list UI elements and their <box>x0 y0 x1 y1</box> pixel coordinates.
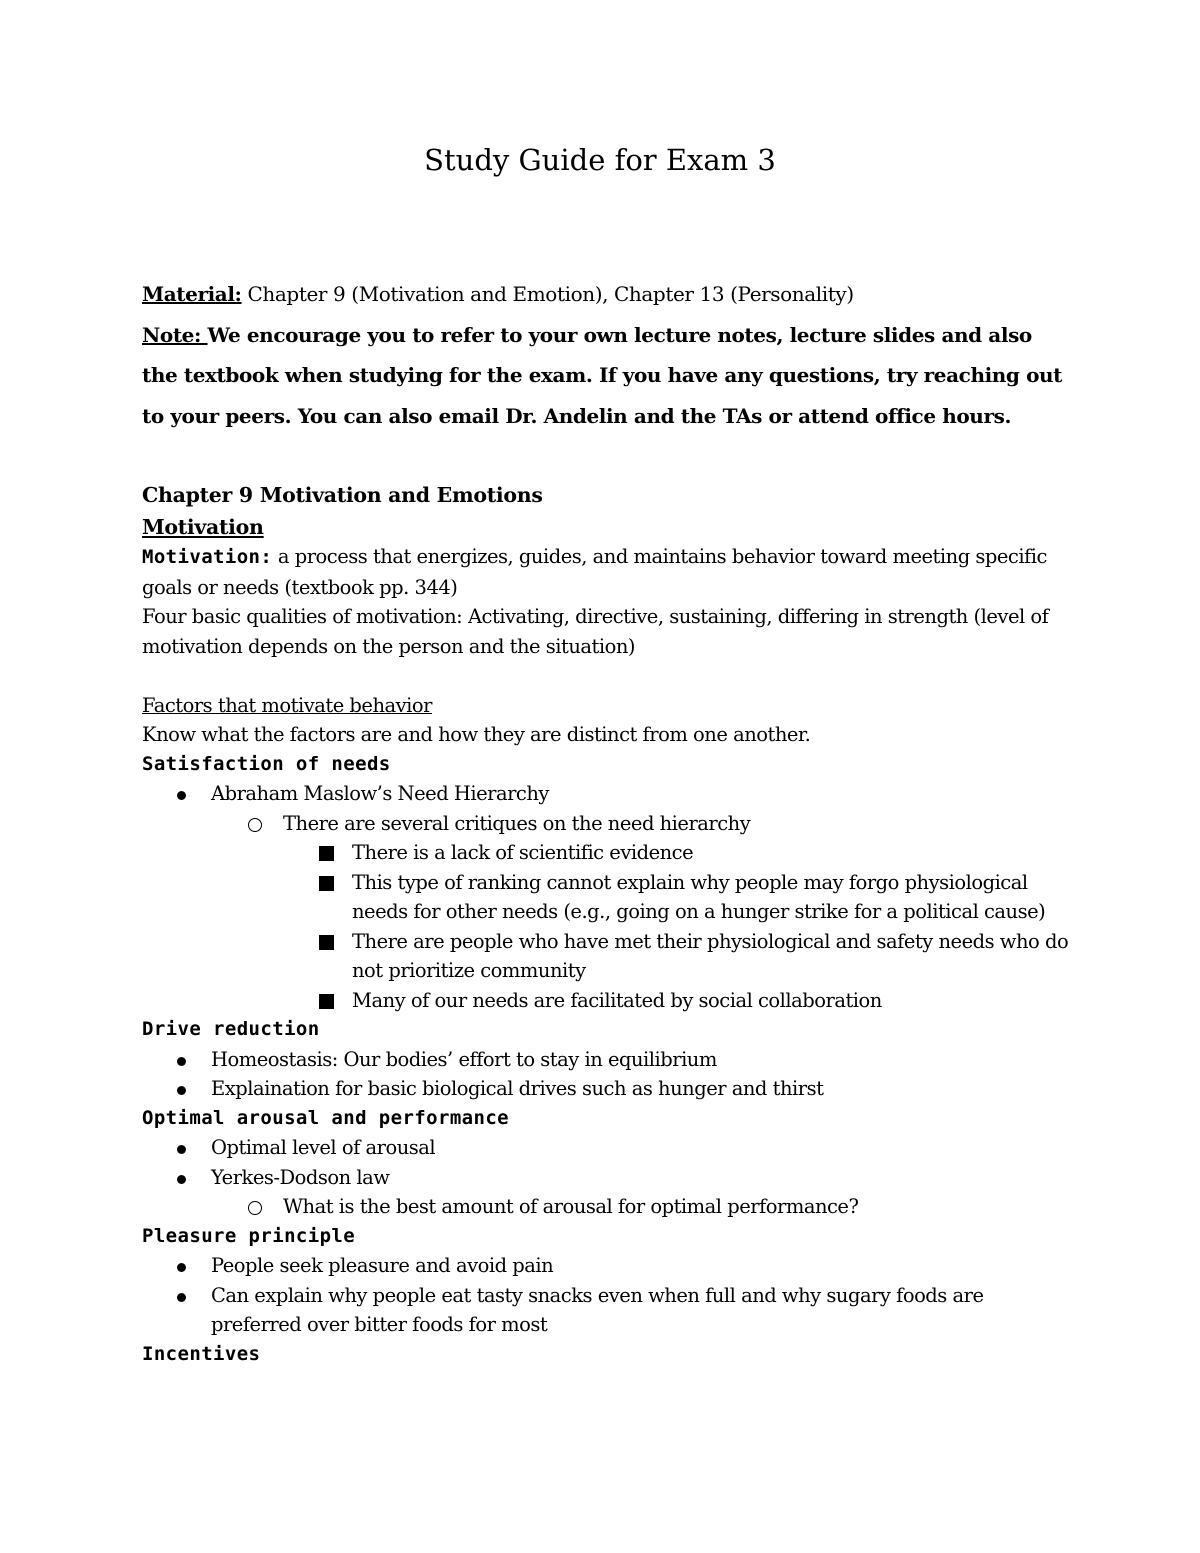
list-item-text: Yerkes-Dodson law <box>211 1165 390 1189</box>
list-item <box>142 986 1072 1016</box>
bullet-disc-icon <box>177 1251 186 1281</box>
intro-block <box>142 274 1072 436</box>
list-item-text: Explaination for basic biological drives such as hunger and thirst <box>211 1077 824 1100</box>
list-item <box>142 868 1072 927</box>
list-item <box>142 1251 1072 1281</box>
needs-heading: Satisfaction of needs <box>142 752 391 775</box>
note-paragraph <box>142 315 1072 437</box>
list-item <box>142 1192 1072 1222</box>
list-item <box>142 838 1072 868</box>
bullet-square-icon <box>319 986 334 1018</box>
bullet-disc-icon <box>177 779 186 809</box>
chapter-heading: Chapter 9 Motivation and Emotions <box>142 483 543 507</box>
drive-heading: Drive reduction <box>142 1018 320 1040</box>
list-item-text: This type of ranking cannot explain why people may forgo physiological needs for other needs (e.g., going on a hunger strike for a political cause) <box>352 870 1046 923</box>
list-item-text: Can explain why people eat tasty snacks even when full and why sugary foods are preferred over bitter foods for most <box>211 1283 984 1336</box>
page-title: Study Guide for Exam 3 <box>424 143 776 177</box>
list-item <box>142 1074 1072 1104</box>
definition-paragraph <box>142 542 1072 602</box>
list-item-text: Abraham Maslow’s Need Hierarchy <box>211 782 549 805</box>
list-item-text: Optimal level of arousal <box>211 1136 436 1159</box>
material-label: Material: <box>142 282 242 306</box>
list-item-text: People seek pleasure and avoid pain <box>211 1254 554 1277</box>
arousal-heading: Optimal arousal and performance <box>142 1106 510 1129</box>
pleasure-heading: Pleasure principle <box>142 1224 356 1247</box>
qualities-paragraph: Four basic qualities of motivation: Activating, directive, sustaining, differing in strength (level of motivation depends on the person and the situation) <box>142 605 1049 658</box>
section-heading: Motivation <box>142 515 264 539</box>
factors-heading: Factors that motivate behavior <box>142 693 432 717</box>
list-item <box>142 1281 1072 1340</box>
note-text: We encourage you to refer to your own lecture notes, lecture slides and also the textbook when studying for the exam. If you have any questions, try reaching out to your peers. You can also email Dr. Andelin and the TAs or attend office hours. <box>142 322 1062 428</box>
bullet-disc-icon <box>177 1074 186 1104</box>
bullet-disc-icon <box>177 1133 186 1163</box>
list-item <box>142 927 1072 986</box>
bullet-disc-icon <box>177 1163 186 1193</box>
incentives-heading: Incentives <box>142 1342 261 1365</box>
bullet-circle-icon <box>248 1192 262 1224</box>
spacer <box>142 661 1072 691</box>
bullet-square-icon <box>319 868 334 900</box>
list-item <box>142 1163 1072 1193</box>
definition-text: a process that energizes, guides, and maintains behavior toward meeting specific goals or needs (textbook pp. 344) <box>142 545 1047 599</box>
bullet-square-icon <box>319 838 334 870</box>
bullet-circle-icon <box>248 809 262 841</box>
bullet-square-icon <box>319 927 334 959</box>
list-item <box>142 1133 1072 1163</box>
list-item <box>142 809 1072 839</box>
list-item-text: There are people who have met their physiological and safety needs who do not prioritize community <box>352 929 1069 982</box>
list-item-text: There are several critiques on the need hierarchy <box>283 811 751 835</box>
bullet-disc-icon <box>177 1045 186 1075</box>
note-label: Note: <box>142 322 208 347</box>
list-item <box>142 779 1072 809</box>
list-item-text: Many of our needs are facilitated by social collaboration <box>352 988 882 1012</box>
list-item-text: Homeostasis: Our bodies’ effort to stay in equilibrium <box>211 1047 717 1071</box>
material-line <box>142 274 1072 315</box>
list-item-text: What is the best amount of arousal for optimal performance? <box>283 1195 859 1218</box>
list-item-text: There is a lack of scientific evidence <box>352 841 694 864</box>
definition-term: Motivation: <box>142 546 273 568</box>
chapter-body <box>142 477 1072 1369</box>
bullet-disc-icon <box>177 1281 186 1311</box>
material-text: Chapter 9 (Motivation and Emotion), Chapter 13 (Personality) <box>241 282 854 306</box>
factors-intro: Know what the factors are and how they are distinct from one another. <box>142 723 811 746</box>
list-item <box>142 1045 1072 1075</box>
